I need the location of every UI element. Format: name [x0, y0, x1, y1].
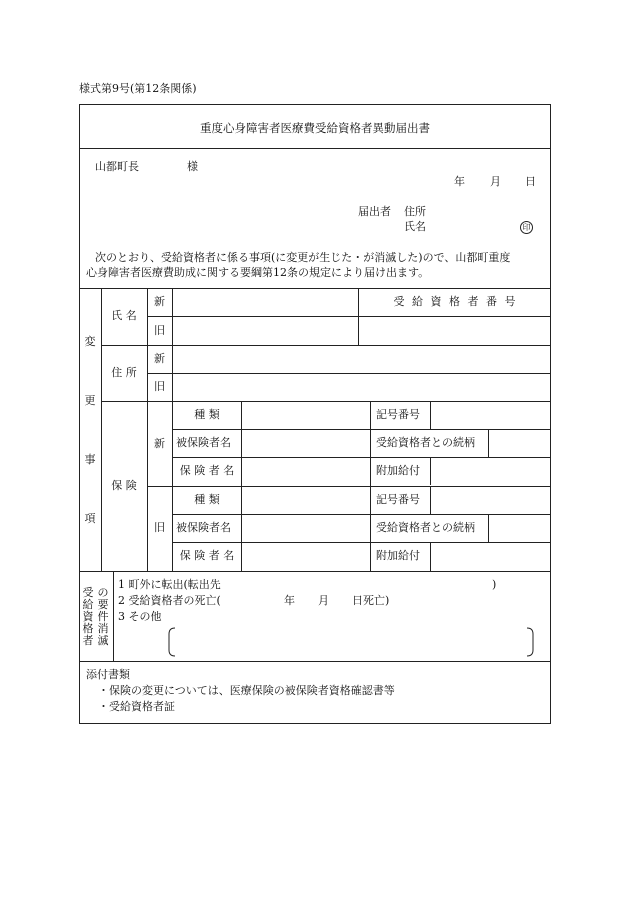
form-title: 重度心身障害者医療費受給資格者異動届出書 — [200, 121, 430, 135]
date-month-label: 月 — [490, 175, 501, 188]
col-line-add-new — [430, 457, 431, 485]
extinction-label-char: 要 — [97, 598, 109, 611]
notifier-address-label: 住所 — [404, 205, 426, 218]
new-label: 新 — [154, 437, 165, 450]
addressee-honorific: 様 — [187, 160, 198, 173]
recipient-number-label: 受 給 資 格 者 番 号 — [393, 295, 518, 308]
date-year-label: 年 — [454, 175, 465, 188]
old-label: 旧 — [154, 324, 165, 337]
name-label: 氏 名 — [111, 309, 137, 322]
symbol-number-label: 記号番号 — [376, 493, 420, 506]
attachments-title: 添付書類 — [86, 668, 130, 681]
intro-text-line2: 心身障害者医療費助成に関する要綱第12条の規定により届け出ます。 — [86, 266, 430, 279]
extinction-label-char: 受 — [82, 586, 94, 599]
extinction-item-2: 2 受給資格者の死亡( — [118, 594, 221, 607]
notifier-label: 届出者 — [358, 205, 391, 218]
death-month-label: 月 — [318, 594, 329, 607]
seal-mark: 印 — [520, 221, 533, 234]
extinction-label-char: 消 — [97, 622, 109, 635]
death-year-label: 年 — [284, 594, 295, 607]
extinction-label-divider — [113, 571, 114, 661]
extinction-label-char: 滅 — [97, 634, 109, 647]
header-divider — [79, 288, 551, 289]
col-line-rel-old — [488, 514, 489, 542]
col-line-sym-new — [430, 401, 431, 429]
extinction-label-char: 給 — [82, 598, 94, 611]
extinction-label-char: 者 — [82, 634, 94, 647]
other-bracket — [165, 626, 539, 658]
address-label: 住 所 — [111, 366, 137, 379]
addressee-name: 山都町長 — [95, 160, 139, 173]
insured-name-label: 被保険者名 — [176, 521, 231, 534]
attachment-item: ・受給資格者証 — [98, 700, 175, 713]
extinction-label-char: 件 — [97, 610, 109, 623]
intro-text-line1: 次のとおり、受給資格者に係る事項(に変更が生じた・が消滅した)ので、山都町重度 — [95, 251, 511, 264]
col-line-section — [101, 288, 102, 571]
old-label: 旧 — [154, 380, 165, 393]
extinction-end-line — [79, 661, 551, 662]
extinction-label-char: の — [97, 586, 109, 599]
extinction-item-3: 3 その他 — [118, 610, 162, 623]
extinction-label-char: 格 — [82, 622, 94, 635]
notifier-name-label: 氏名 — [404, 220, 426, 233]
relationship-label: 受給資格者との続柄 — [376, 521, 475, 534]
col-line-sym-old — [430, 486, 431, 514]
kind-label: 種 類 — [194, 493, 220, 506]
old-label: 旧 — [154, 521, 165, 534]
col-line-add-old — [430, 542, 431, 571]
section-label-char: 事 — [84, 453, 96, 466]
death-day-label: 日死亡) — [352, 594, 390, 607]
row-line-ins-4 — [172, 514, 551, 515]
row-line-addr-end — [101, 401, 551, 402]
attachment-item: ・保険の変更については、医療保険の被保険者資格確認書等 — [98, 684, 395, 697]
additional-benefit-label: 附加給付 — [376, 549, 420, 562]
kind-label: 種 類 — [194, 408, 220, 421]
insurance-label: 保 険 — [111, 479, 137, 492]
date-day-label: 日 — [525, 175, 536, 188]
extinction-label-char: 資 — [82, 610, 94, 623]
section-label-char: 更 — [84, 394, 96, 407]
insurer-name-label: 保 険 者 名 — [179, 549, 235, 562]
new-label: 新 — [154, 295, 165, 308]
col-line-rel-new — [488, 429, 489, 457]
additional-benefit-label: 附加給付 — [376, 464, 420, 477]
row-line-changes-end — [79, 571, 551, 572]
title-divider — [79, 148, 551, 149]
insured-name-label: 被保険者名 — [176, 436, 231, 449]
row-line-addr-mid — [147, 373, 551, 374]
row-line-ins-5 — [172, 542, 551, 543]
new-label: 新 — [154, 352, 165, 365]
extinction-item-1: 1 町外に転出(転出先 — [118, 578, 221, 591]
row-line-name-mid — [147, 316, 551, 317]
section-label-char: 変 — [84, 335, 96, 348]
extinction-item-1-close: ) — [492, 578, 497, 591]
insurer-name-label: 保 険 者 名 — [179, 464, 235, 477]
row-line-ins-2 — [172, 457, 551, 458]
section-label-char: 項 — [84, 512, 96, 525]
form-number: 様式第9号(第12条関係) — [79, 82, 197, 95]
row-line-ins-newold — [147, 486, 551, 487]
relationship-label: 受給資格者との続柄 — [376, 436, 475, 449]
row-line-name-end — [101, 345, 551, 346]
symbol-number-label: 記号番号 — [376, 408, 420, 421]
row-line-ins-1 — [172, 429, 551, 430]
